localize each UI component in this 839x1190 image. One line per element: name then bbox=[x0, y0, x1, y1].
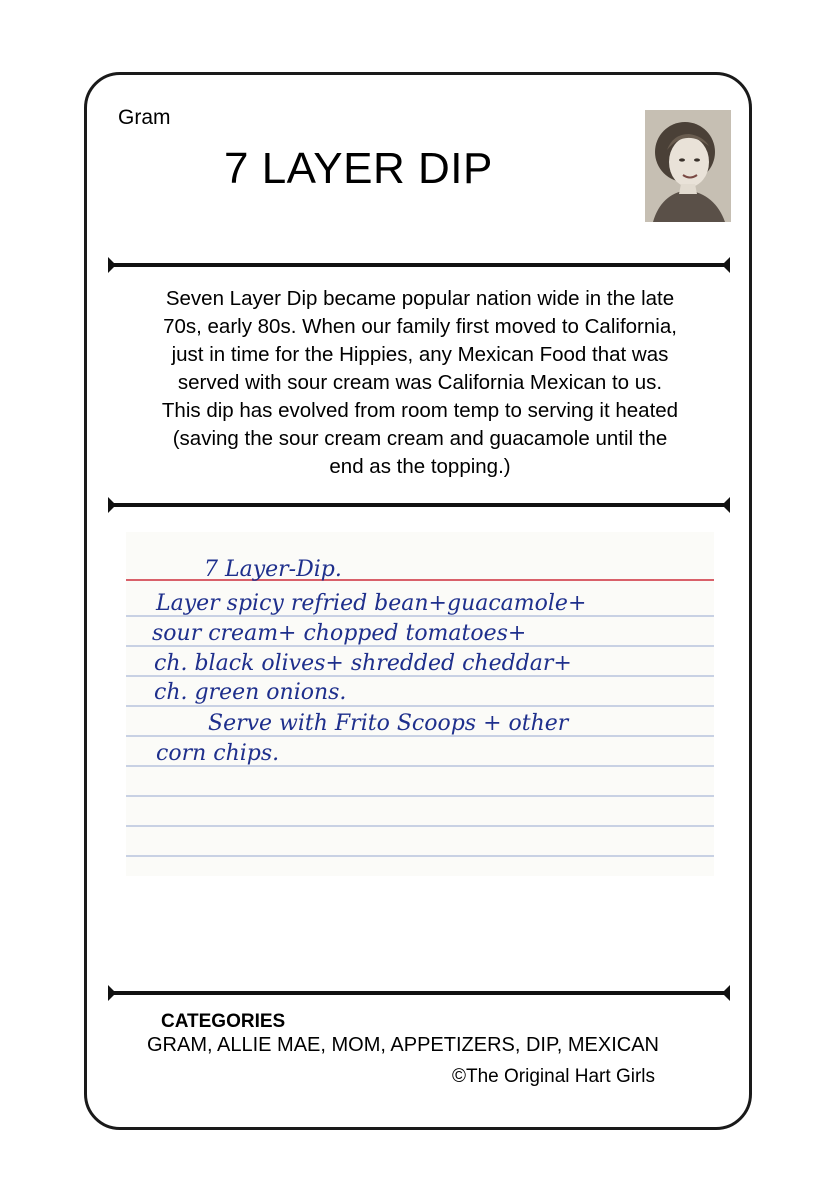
author-label: Gram bbox=[118, 106, 171, 129]
portrait-photo bbox=[645, 110, 731, 222]
story-line: Seven Layer Dip became popular nation wide in the late bbox=[165, 287, 675, 310]
copyright-notice: ©The Original Hart Girls bbox=[452, 1066, 655, 1087]
story-line: end as the topping.) bbox=[329, 455, 511, 478]
divider-top bbox=[108, 257, 730, 273]
story-line: 70s, early 80s. When our family first moved to California, bbox=[163, 315, 677, 338]
handwritten-recipe-card bbox=[126, 532, 714, 876]
categories-heading: CATEGORIES bbox=[161, 1011, 286, 1032]
story-line: This dip has evolved from room temp to serving it heated bbox=[161, 399, 679, 422]
divider-middle bbox=[108, 497, 730, 513]
story-line: served with sour cream was California Mexican to us. bbox=[177, 371, 663, 394]
handwritten-line: ch. green onions. bbox=[154, 680, 347, 705]
handwritten-recipe bbox=[126, 532, 714, 876]
story-line: just in time for the Hippies, any Mexican Food that was bbox=[171, 343, 669, 366]
portrait-icon bbox=[645, 110, 731, 222]
categories-list: GRAM, ALLIE MAE, MOM, APPETIZERS, DIP, MEXICAN bbox=[147, 1034, 659, 1056]
handwritten-line: sour cream+ chopped tomatoes+ bbox=[152, 621, 527, 646]
recipe-title: 7 LAYER DIP bbox=[224, 144, 493, 193]
handwritten-line: corn chips. bbox=[156, 741, 280, 766]
handwritten-line: Layer spicy refried bean+guacamole+ bbox=[156, 591, 587, 616]
handwritten-heading: 7 Layer-Dip. bbox=[204, 557, 342, 582]
handwritten-line: ch. black olives+ shredded cheddar+ bbox=[154, 651, 572, 676]
handwritten-line: Serve with Frito Scoops + other bbox=[208, 711, 569, 736]
divider-bottom bbox=[108, 985, 730, 1001]
story-line: (saving the sour cream cream and guacamole until the bbox=[172, 427, 668, 450]
story-text bbox=[110, 285, 730, 481]
